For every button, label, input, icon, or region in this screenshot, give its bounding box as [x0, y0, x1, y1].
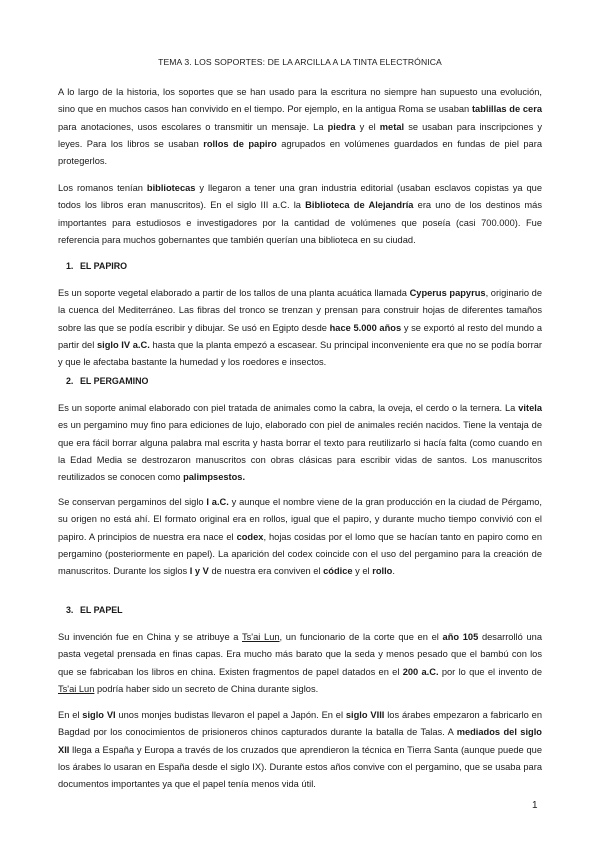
section-number: 1.	[66, 261, 74, 271]
text-run: unos monjes budistas llevaron el papel a Japón. En el	[115, 710, 346, 720]
text-run: y el	[352, 566, 373, 577]
bold-text-run: mediados del siglo XII	[58, 727, 542, 755]
text-run: .	[392, 566, 395, 577]
text-run: Su invención fue en China y se atribuye a	[58, 632, 243, 642]
bold-text-run: piedra	[327, 121, 356, 132]
text-run: y el	[355, 121, 380, 132]
text-run: por lo que el invento de	[438, 666, 542, 677]
text-run: A lo largo de la historia, los soportes que se han usado para la escritura no siempre han supuesto una evolución, sino que en muchos casos han convivido en el tiempo. Por ejemplo, en la antigua Roma se usaban	[58, 87, 542, 115]
bold-text-run: I a.C.	[206, 497, 229, 507]
bold-text-run: siglo IV a.C.	[96, 339, 150, 350]
papel-paragraph-1	[58, 629, 542, 698]
bold-text-run: 200 a.C.	[402, 666, 439, 677]
bold-text-run: hace 5.000 años	[329, 322, 402, 333]
text-run: y aunque el nombre viene de la gran producción en la ciudad de Pérgamo, su origen no está ahí. El formato original era en rollos, igual que el papiro, y durante mucho tiempo convivió con el papiro. A principios de nuestra era nace el	[58, 497, 542, 542]
bold-text-run: rollo	[372, 566, 393, 577]
bold-text-run: códice	[323, 566, 353, 577]
bold-text-run: Biblioteca de Alejandría	[305, 200, 414, 211]
text-run: hasta que la planta empezó a escasear. Su principal inconveniente era que no se podía borrar y que le afectaba bastante la humedad y los roedores e insectos.	[58, 339, 542, 368]
bold-text-run: metal	[379, 121, 405, 132]
underlined-text-run: Ts'ai Lun	[242, 632, 280, 642]
text-run: desarrolló una pasta vegetal prensada en finas capas. Era mucho más barato que la seda y menos pesado que el bambú con los que se fabricaban los libros en china. Existen fragmentos de papel datados en el	[58, 632, 542, 677]
bold-text-run: rollos de papiro	[203, 138, 277, 149]
bold-text-run: siglo VIII	[345, 710, 385, 720]
document-title: TEMA 3. LOS SOPORTES: DE LA ARCILLA A LA TINTA ELECTRÓNICA	[158, 57, 442, 67]
pergamino-paragraph-1	[58, 400, 542, 486]
text-run: podría haber sido un secreto de China durante siglos.	[94, 683, 319, 694]
text-run: agrupados en volúmenes guardados en fundas de piel para protegerlos.	[58, 138, 542, 167]
text-run: los árabes empezaron a fabricarlo en Bagdad por los conocimientos de prisioneros chinos capturados durante la batalla de Talas. A	[58, 710, 542, 738]
text-run: y se exportó al resto del mundo a partir del	[58, 322, 542, 350]
intro-paragraph-2	[58, 180, 542, 249]
section-heading-papel	[66, 605, 123, 615]
text-run: , un funcionario de la corte que en el	[279, 632, 443, 642]
text-run: Es un soporte animal elaborado con piel tratada de animales como la cabra, la oveja, el cerdo o la ternera. La	[58, 403, 519, 413]
bold-text-run: siglo VI	[82, 710, 116, 720]
bold-text-run: vitela	[518, 403, 542, 413]
text-run: llega a España y Europa a través de los cruzados que aprendieron la técnica en Tierra Santa (aunque puede que los árabes lo usaran en España desde el siglo IX). Durante estos años convive con el pergamino, que se usaba para documentos importantes ya que el papel tenía menos vida útil.	[58, 744, 542, 790]
bold-text-run: codex	[236, 531, 264, 542]
section-heading-papiro	[66, 261, 127, 271]
section-number: 2.	[66, 376, 74, 386]
bold-text-run: año 105	[442, 632, 479, 642]
text-run: Los romanos tenían	[58, 183, 147, 193]
section-title: EL PAPIRO	[80, 261, 128, 271]
page-number: 1	[532, 800, 538, 811]
papel-paragraph-2	[58, 707, 542, 793]
text-run: era uno de los destinos más importantes para estudiosos e investigadores por la cantidad de volúmenes que poseía (casi 700.000). Fue referencia para muchos gobernantes que también querían una biblioteca en su ciudad.	[58, 200, 542, 245]
intro-paragraph-1	[58, 84, 542, 170]
text-run: de nuestra era conviven el	[208, 566, 324, 577]
text-run: , hojas cosidas por el lomo que se hacían tanto en papiro como en pergamino (posteriormente en papel). La aparición del codex coincide con el uso del pergamino para la creación de manuscritos. Durante los siglos	[58, 531, 542, 577]
bold-text-run: tablillas de cera	[471, 104, 542, 115]
bold-text-run: Cyperus papyrus	[409, 288, 486, 298]
text-run: En el	[58, 710, 83, 720]
section-title: EL PAPEL	[80, 605, 123, 615]
papiro-paragraph-1	[58, 285, 542, 371]
section-number: 3.	[66, 605, 74, 615]
text-run: Es un soporte vegetal elaborado a partir de los tallos de una planta acuática llamada	[58, 288, 410, 298]
underlined-text-run: Ts'ai Lun	[58, 683, 95, 694]
text-run: se usaban para inscripciones y leyes. Para los libros se usaban	[58, 121, 542, 149]
text-run: Se conservan pergaminos del siglo	[58, 497, 207, 507]
pergamino-paragraph-2	[58, 494, 542, 580]
text-run: y llegaron a tener una gran industria editorial (usaban esclavos copistas ya que todos los libros eran manuscritos). En el siglo III a.C. la	[58, 183, 543, 211]
text-run: para anotaciones, usos escolares o transmitir un mensaje. La	[58, 121, 328, 132]
text-run: , originario de la cuenca del Mediterráneo. Las fibras del tronco se trenzan y prensan para construir hojas de diferentes tamaños sobre las que se podía escribir y dibujar. Se usó en Egipto desde	[58, 288, 542, 333]
bold-text-run: I y V	[189, 566, 209, 577]
section-heading-pergamino	[66, 376, 148, 386]
section-title: EL PERGAMINO	[80, 376, 149, 386]
bold-text-run: palimpsestos.	[183, 472, 246, 483]
text-run: es un pergamino muy fino para ediciones de lujo, elaborado con piel de animales recién nacidos. Tiene la ventaja de que era fácil borrar alguna palabra mal escrita y hasta borrar el texto para reutilizarlo si hacía falta (como cuando en la Edad Media se destrozaron manuscritos con obras clásicas para escribir vidas de santos. Los manuscritos reutilizados se conocen como	[58, 420, 542, 483]
bold-text-run: bibliotecas	[146, 183, 196, 193]
